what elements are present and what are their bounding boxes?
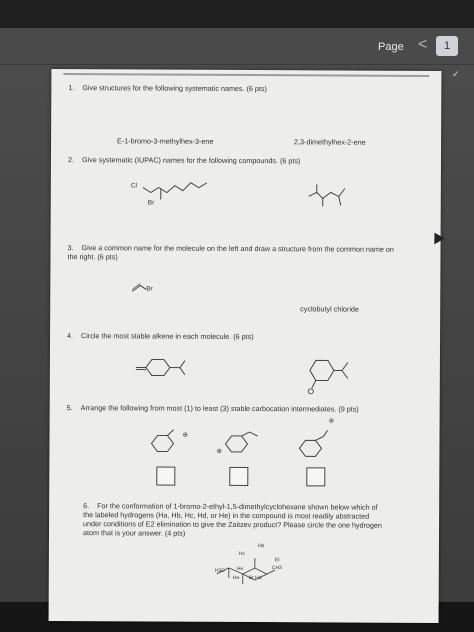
check-icon: ✓ [452, 69, 460, 79]
question-number: 5. [66, 403, 73, 413]
chlorine-label: Cl [130, 182, 137, 190]
cation-symbol: ⊕ [182, 431, 189, 439]
q3-common-name: cyclobutyl chloride [300, 304, 359, 314]
q4-molecule-left [132, 351, 192, 381]
answer-box-3[interactable] [306, 467, 325, 486]
question-2 [68, 155, 428, 166]
question-4 [67, 331, 427, 342]
q5-carbocation-1 [147, 425, 197, 465]
question-1 [68, 83, 428, 94]
question-text: Give systematic (IUPAC) names for the following compounds. (6 pts) [81, 155, 301, 166]
worksheet-page [49, 69, 442, 623]
answer-box-1[interactable] [156, 467, 175, 486]
label-hb: Hb [257, 543, 265, 550]
question-number: 2. [67, 155, 74, 165]
question-number: 4. [67, 331, 74, 341]
question-text: Circle the most stable alkene in each molecule. (6 pts) [81, 331, 254, 342]
question-3 [67, 243, 397, 263]
bromine-label: Br [146, 285, 153, 293]
question-number: 3. [67, 243, 74, 253]
q1-name-right: 2,3-dimethylhex-2-ene [294, 137, 366, 147]
label-h3c: H3C [214, 567, 225, 574]
chevron-left-icon[interactable]: < [418, 36, 428, 53]
q5-carbocation-2 [217, 426, 277, 466]
page-label: Page [378, 41, 404, 53]
label-hc: Hc [238, 550, 246, 558]
q2-molecule-left [131, 172, 241, 213]
cation-symbol: ⊕ [216, 447, 222, 455]
viewer-toolbar [0, 28, 474, 65]
bromine-label: Br [147, 199, 155, 207]
document-viewer [0, 28, 474, 602]
question-text: Give structures for the following systematic names. (6 pts) [82, 83, 267, 94]
question-number: 6. [83, 501, 90, 511]
page-divider [63, 73, 429, 77]
cation-symbol: ⊕ [328, 417, 335, 425]
label-ha: Ha [232, 574, 240, 581]
question-text: Give a common name for the molecule on the left and draw a structure from the common name on the right. (6 pts) [67, 243, 394, 262]
q4-molecule-right [298, 350, 358, 396]
question-6 [83, 501, 383, 539]
question-5 [67, 403, 427, 414]
label-he: He [236, 565, 244, 572]
q2-molecule-right [301, 172, 361, 212]
page-number-field[interactable]: 1 [436, 36, 458, 56]
answer-box-2[interactable] [229, 467, 248, 486]
question-text: For the conformation of 1-bromo-2-ethyl-1,5-dimethylcyclohexane shown below which of the labeled hydrogens (Ha, Hb, Hc, Hd, or He) in the compound is most readily abstracted under conditions of E2 elimination to give the Zaitzev product? Please circle the one hydrogen atom that is your answer. (4 pts) [82, 501, 382, 538]
label-et: Et [274, 557, 280, 564]
label-ch3: CH3 [271, 565, 282, 572]
question-number: 1. [68, 83, 75, 93]
label-br-hd: Br Hd [248, 575, 262, 582]
q1-name-left: E-1-bromo-3-methylhex-3-ene [117, 136, 214, 146]
q5-carbocation-3 [297, 426, 357, 466]
question-text: Arrange the following from most (1) to least (3) stable carbocation intermediates. (9 pts) [80, 403, 359, 414]
